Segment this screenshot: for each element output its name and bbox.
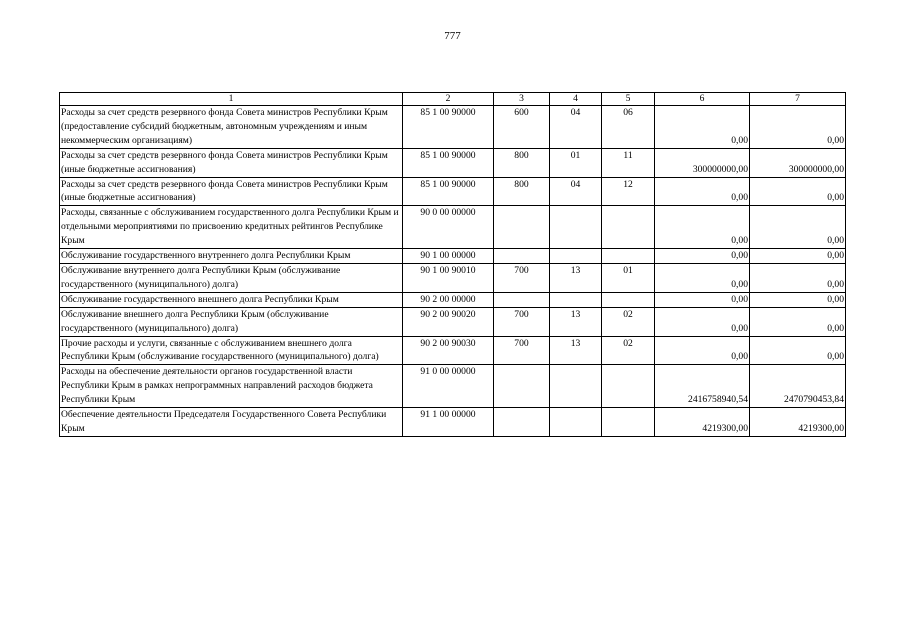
expense-name-cell: Расходы на обеспечение деятельности органов государственной власти Республики Крым в рамках непрограммных направлений расходов бюджета Республики Крым: [60, 365, 403, 408]
expense-name-cell: Обеспечение деятельности Председателя Государственного Совета Республики Крым: [60, 408, 403, 437]
table-row: [60, 408, 846, 437]
expense-name-cell: Обслуживание государственного внутреннего долга Республики Крым: [60, 249, 403, 264]
section-cell: 13: [550, 263, 602, 292]
target-article-code-cell: 91 1 00 00000: [403, 408, 494, 437]
expense-name-cell: Расходы, связанные с обслуживанием государственного долга Республики Крым и отдельными мероприятиями по присвоению кредитных рейтингов Республике Крым: [60, 206, 403, 249]
subsection-cell: [602, 365, 655, 408]
column-header: 6: [655, 93, 750, 106]
target-article-code-cell: 85 1 00 90000: [403, 106, 494, 149]
expense-type-cell: 800: [494, 177, 550, 206]
amount-year-1-cell: 0,00: [655, 206, 750, 249]
expense-name-cell: Расходы за счет средств резервного фонда Совета министров Республики Крым (предоставление субсидий бюджетным, автономным учреждениям и иным некоммерческим организациям): [60, 106, 403, 149]
section-cell: [550, 249, 602, 264]
amount-year-2-cell: 0,00: [750, 307, 846, 336]
expense-type-cell: 600: [494, 106, 550, 149]
expense-type-cell: 800: [494, 148, 550, 177]
table-row: [60, 177, 846, 206]
section-cell: [550, 292, 602, 307]
target-article-code-cell: 90 0 00 00000: [403, 206, 494, 249]
table-row: [60, 206, 846, 249]
amount-year-1-cell: 0,00: [655, 263, 750, 292]
subsection-cell: [602, 206, 655, 249]
expense-type-cell: [494, 249, 550, 264]
target-article-code-cell: 90 1 00 00000: [403, 249, 494, 264]
amount-year-2-cell: 0,00: [750, 249, 846, 264]
section-cell: 01: [550, 148, 602, 177]
column-header: 5: [602, 93, 655, 106]
amount-year-1-cell: 0,00: [655, 292, 750, 307]
section-cell: [550, 365, 602, 408]
table-header-row: [60, 93, 846, 106]
page-number: 777: [444, 30, 461, 42]
column-header: 7: [750, 93, 846, 106]
amount-year-2-cell: 0,00: [750, 177, 846, 206]
column-header: 3: [494, 93, 550, 106]
table-row: [60, 307, 846, 336]
amount-year-2-cell: 4219300,00: [750, 408, 846, 437]
amount-year-2-cell: 0,00: [750, 263, 846, 292]
target-article-code-cell: 90 2 00 90020: [403, 307, 494, 336]
subsection-cell: [602, 249, 655, 264]
table-row: [60, 263, 846, 292]
amount-year-2-cell: 0,00: [750, 206, 846, 249]
amount-year-2-cell: 0,00: [750, 106, 846, 149]
subsection-cell: 06: [602, 106, 655, 149]
target-article-code-cell: 85 1 00 90000: [403, 148, 494, 177]
column-header: 2: [403, 93, 494, 106]
expense-name-cell: Обслуживание государственного внешнего долга Республики Крым: [60, 292, 403, 307]
table-row: [60, 292, 846, 307]
expense-name-cell: Расходы за счет средств резервного фонда Совета министров Республики Крым (иные бюджетные ассигнования): [60, 148, 403, 177]
subsection-cell: 11: [602, 148, 655, 177]
table-row: [60, 106, 846, 149]
budget-table: [59, 92, 846, 437]
subsection-cell: 01: [602, 263, 655, 292]
table-row: [60, 365, 846, 408]
expense-type-cell: 700: [494, 307, 550, 336]
expense-type-cell: [494, 408, 550, 437]
section-cell: [550, 408, 602, 437]
amount-year-1-cell: 300000000,00: [655, 148, 750, 177]
expense-name-cell: Прочие расходы и услуги, связанные с обслуживанием внешнего долга Республики Крым (обслуживание государственного (муниципального) долга): [60, 336, 403, 365]
target-article-code-cell: 90 1 00 90010: [403, 263, 494, 292]
expense-type-cell: 700: [494, 336, 550, 365]
amount-year-1-cell: 0,00: [655, 106, 750, 149]
target-article-code-cell: 91 0 00 00000: [403, 365, 494, 408]
amount-year-1-cell: 0,00: [655, 307, 750, 336]
section-cell: [550, 206, 602, 249]
amount-year-2-cell: 0,00: [750, 336, 846, 365]
table-row: [60, 249, 846, 264]
table-row: [60, 148, 846, 177]
section-cell: 04: [550, 177, 602, 206]
amount-year-1-cell: 0,00: [655, 249, 750, 264]
target-article-code-cell: 90 2 00 90030: [403, 336, 494, 365]
target-article-code-cell: 90 2 00 00000: [403, 292, 494, 307]
table-row: [60, 336, 846, 365]
expense-type-cell: [494, 365, 550, 408]
subsection-cell: [602, 408, 655, 437]
section-cell: 04: [550, 106, 602, 149]
expense-name-cell: Обслуживание внешнего долга Республики Крым (обслуживание государственного (муниципального) долга): [60, 307, 403, 336]
subsection-cell: 02: [602, 307, 655, 336]
amount-year-2-cell: 300000000,00: [750, 148, 846, 177]
amount-year-2-cell: 2470790453,84: [750, 365, 846, 408]
amount-year-1-cell: 0,00: [655, 336, 750, 365]
column-header: 1: [60, 93, 403, 106]
amount-year-2-cell: 0,00: [750, 292, 846, 307]
expense-name-cell: Обслуживание внутреннего долга Республики Крым (обслуживание государственного (муниципального) долга): [60, 263, 403, 292]
target-article-code-cell: 85 1 00 90000: [403, 177, 494, 206]
section-cell: 13: [550, 307, 602, 336]
section-cell: 13: [550, 336, 602, 365]
expense-name-cell: Расходы за счет средств резервного фонда Совета министров Республики Крым (иные бюджетные ассигнования): [60, 177, 403, 206]
column-header: 4: [550, 93, 602, 106]
subsection-cell: [602, 292, 655, 307]
amount-year-1-cell: 0,00: [655, 177, 750, 206]
amount-year-1-cell: 4219300,00: [655, 408, 750, 437]
expense-type-cell: 700: [494, 263, 550, 292]
subsection-cell: 12: [602, 177, 655, 206]
expense-type-cell: [494, 206, 550, 249]
subsection-cell: 02: [602, 336, 655, 365]
expense-type-cell: [494, 292, 550, 307]
amount-year-1-cell: 2416758940,54: [655, 365, 750, 408]
